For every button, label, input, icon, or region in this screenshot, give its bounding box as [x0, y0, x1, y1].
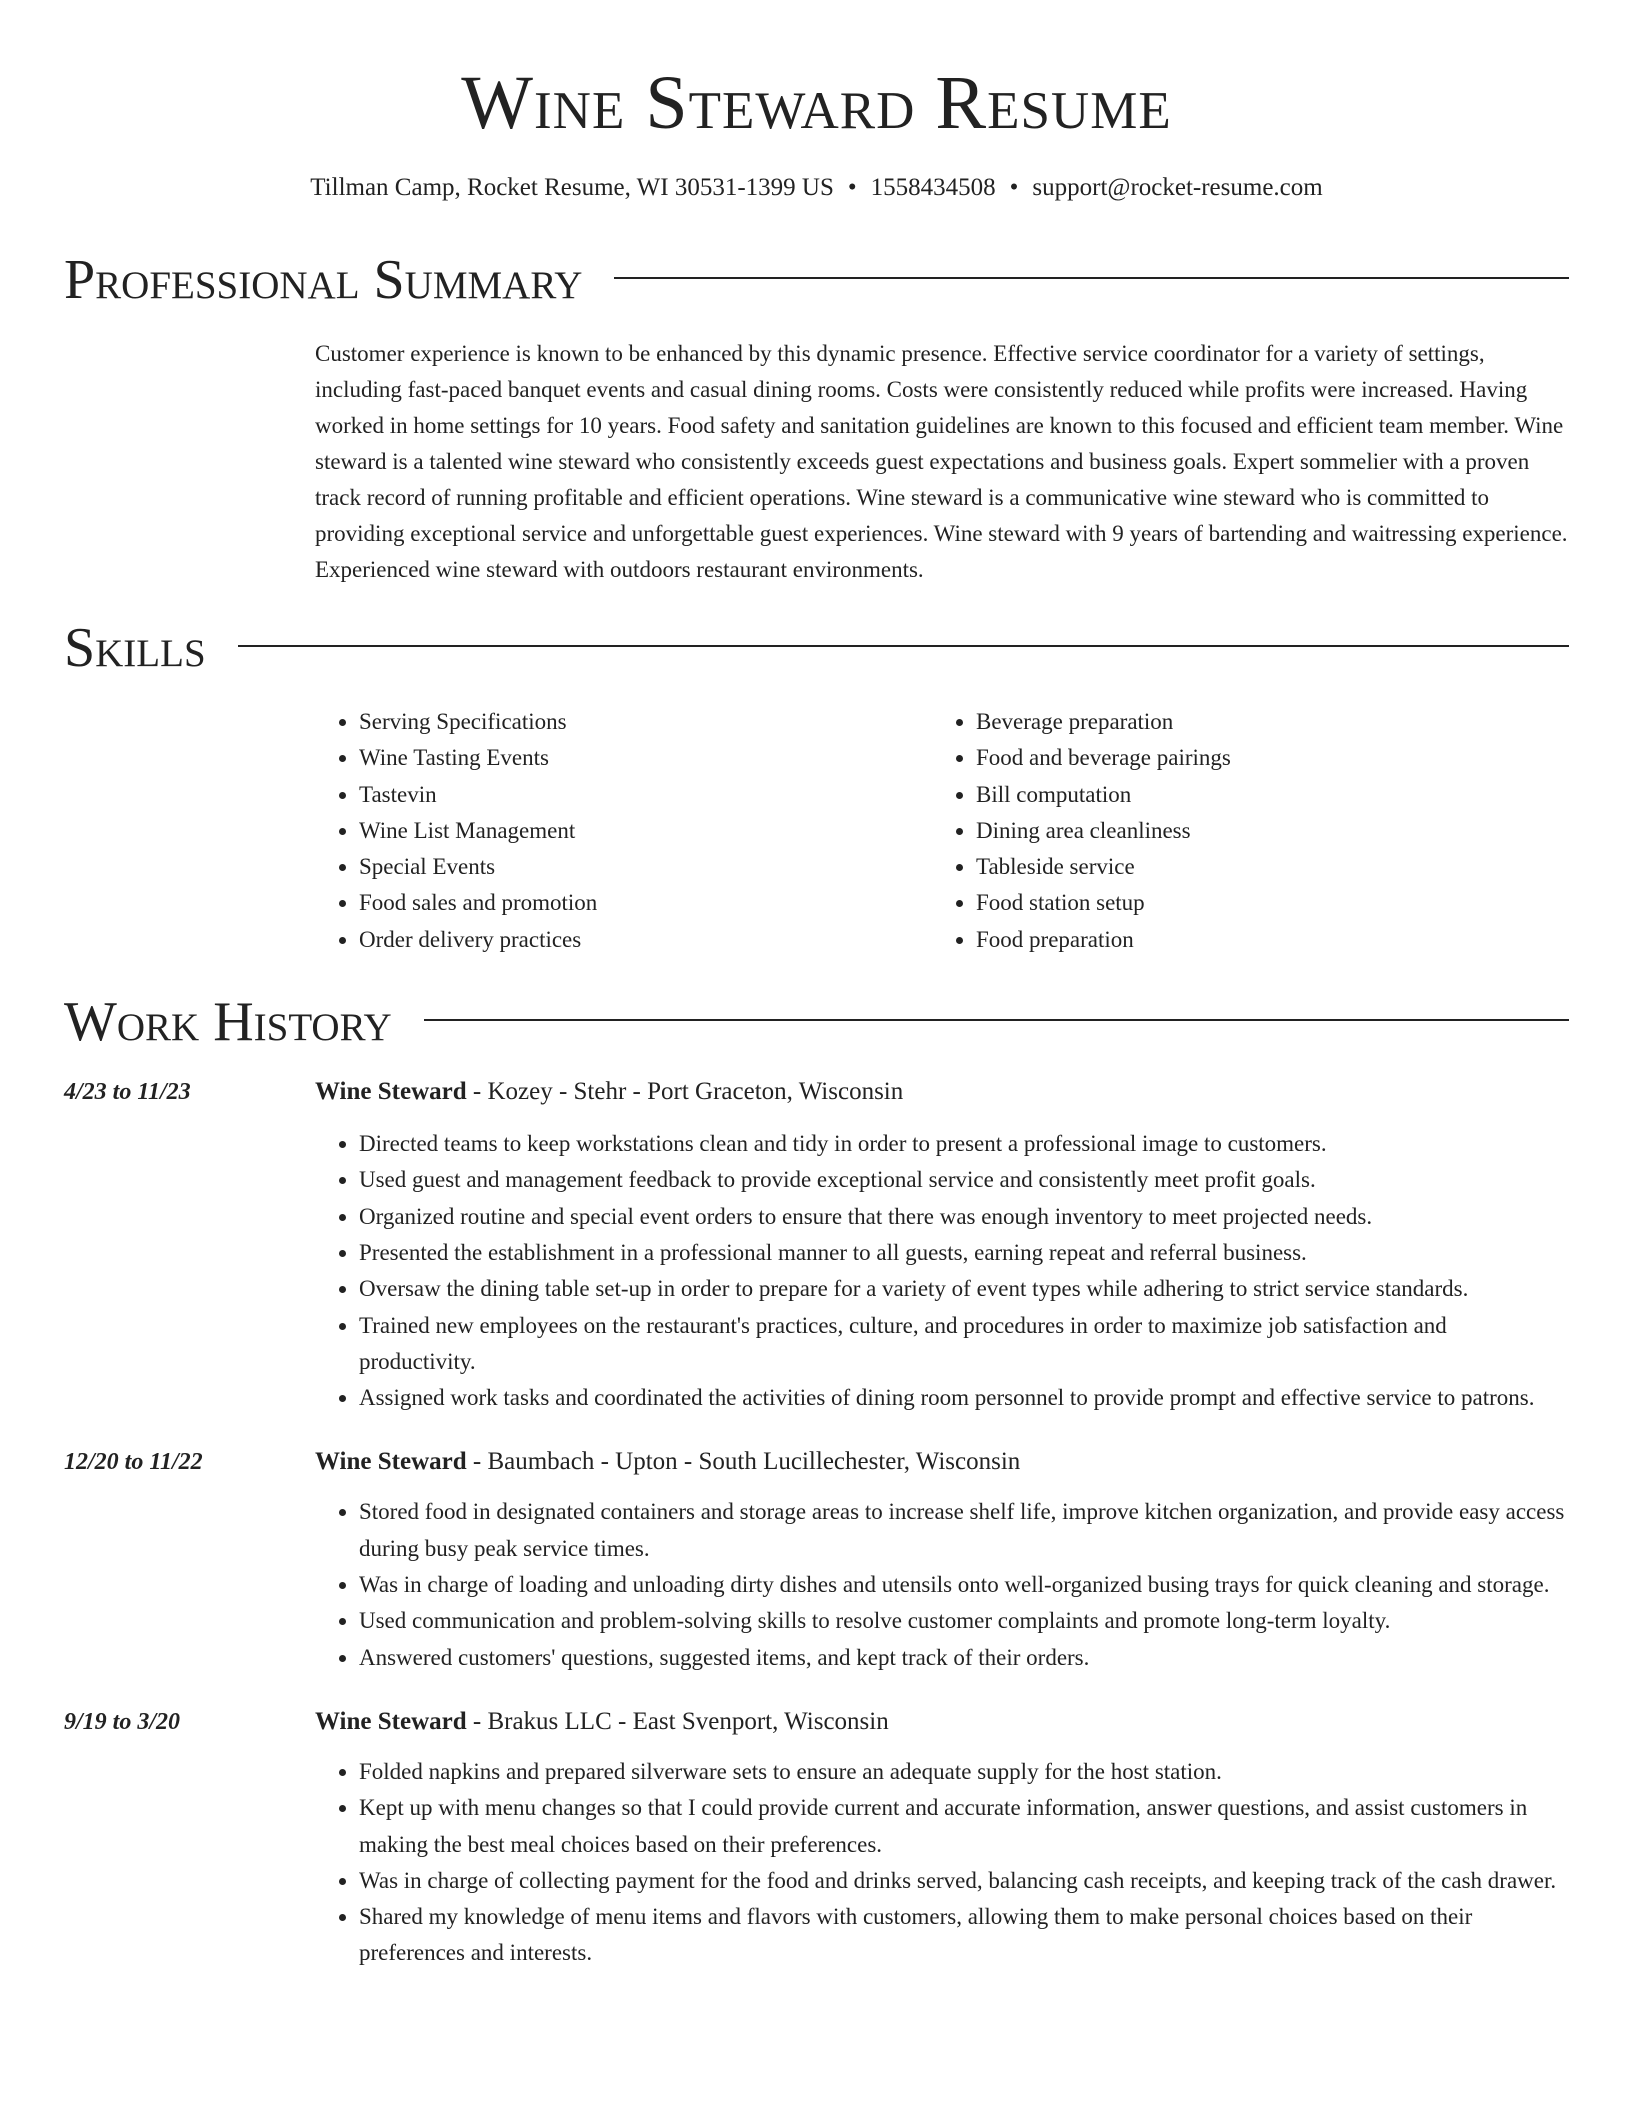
skill-item: • Food station setup — [976, 885, 1549, 921]
job-bullets — [315, 1126, 1569, 1416]
job-bullet: • Presented the establishment in a professional manner to all guests, earning repeat and referral business. — [359, 1235, 1569, 1271]
skill-item: • Tableside service — [976, 849, 1549, 885]
job-heading — [315, 1444, 1569, 1480]
job-company: - Brakus LLC - East Svenport, Wisconsin — [466, 1707, 889, 1735]
job-dates: 9/19 to 3/20 — [64, 1708, 181, 1735]
contact-email: support@rocket-resume.com — [1032, 174, 1323, 201]
contact-address: Tillman Camp, Rocket Resume, WI 30531-1399 US — [310, 174, 834, 201]
skills-column-right — [932, 704, 1549, 958]
job-dates: 4/23 to 11/23 — [64, 1079, 191, 1106]
skill-item: • Food sales and promotion — [359, 885, 932, 921]
job-bullet: • Shared my knowledge of menu items and flavors with customers, allowing them to make personal choices based on their preferences and interests. — [359, 1899, 1569, 1972]
summary-heading: Professional Summary — [64, 249, 583, 311]
section-divider — [614, 277, 1569, 279]
job-company: - Baumbach - Upton - South Lucillechester, Wisconsin — [466, 1448, 1021, 1476]
skills-column-left — [315, 704, 932, 958]
contact-line — [64, 170, 1569, 206]
job-body — [315, 1444, 1569, 1675]
section-divider — [424, 1019, 1569, 1021]
resume-page — [64, 0, 1569, 1972]
job-bullet: • Answered customers' questions, suggested items, and kept track of their orders. — [359, 1640, 1569, 1676]
job-bullet: • Kept up with menu changes so that I could provide current and accurate information, answer questions, and assist customers in making the best meal choices based on their preferences. — [359, 1790, 1569, 1863]
job-bullet: • Was in charge of collecting payment for the food and drinks served, balancing cash receipts, and keeping track of the cash drawer. — [359, 1863, 1569, 1899]
contact-separator: • — [847, 174, 857, 201]
job-entry — [64, 1074, 1569, 1416]
job-body — [315, 1074, 1569, 1416]
contact-phone: 1558434508 — [870, 174, 996, 201]
job-company: - Kozey - Stehr - Port Graceton, Wisconsin — [466, 1078, 904, 1106]
page-title: Wine Steward Resume — [461, 61, 1172, 145]
skill-item: • Dining area cleanliness — [976, 813, 1549, 849]
job-bullet: • Trained new employees on the restaurant's practices, culture, and procedures in order to maximize job satisfaction and productivity. — [359, 1308, 1569, 1381]
skill-item: • Food and beverage pairings — [976, 740, 1549, 776]
job-bullets — [315, 1754, 1569, 1972]
job-heading — [315, 1704, 1569, 1740]
job-bullet: • Was in charge of loading and unloading dirty dishes and utensils onto well-organized busing trays for quick cleaning and storage. — [359, 1567, 1569, 1603]
job-title: Wine Steward — [315, 1448, 467, 1476]
summary-text: Customer experience is known to be enhanced by this dynamic presence. Effective service coordinator for a variety of settings, including fast-paced banquet events and casual dining rooms. Costs were consistently reduced while profits were increased. Having worked in home settings for 10 years. Food safety and sanitation guidelines are known to this focused and efficient team member. Wine steward is a talented wine steward who consistently exceeds guest expectations and business goals. Expert sommelier with a proven track record of running profitable and efficient operations. Wine steward is a communicative wine steward who is committed to providing exceptional service and unforgettable guest experiences. Wine steward with 9 years of bartending and waitressing experience. Experienced wine steward with outdoors restaurant environments. — [315, 341, 1568, 582]
job-bullet: • Organized routine and special event orders to ensure that there was enough inventory to meet projected needs. — [359, 1199, 1569, 1235]
skill-item: • Tastevin — [359, 777, 932, 813]
section-divider — [238, 645, 1569, 647]
job-bullet: • Used communication and problem-solving skills to resolve customer complaints and promote long-term loyalty. — [359, 1603, 1569, 1639]
skill-item: • Wine List Management — [359, 813, 932, 849]
work-heading: Work History — [64, 991, 392, 1054]
job-bullet: • Folded napkins and prepared silverware sets to ensure an adequate supply for the host station. — [359, 1754, 1569, 1790]
job-title: Wine Steward — [315, 1078, 467, 1106]
skill-item: • Wine Tasting Events — [359, 740, 932, 776]
job-bullets — [315, 1494, 1569, 1675]
summary-section-header — [64, 250, 1569, 310]
contact-separator: • — [1009, 174, 1019, 201]
skill-item: • Special Events — [359, 849, 932, 885]
job-bullet: • Used guest and management feedback to provide exceptional service and consistently meet profit goals. — [359, 1162, 1569, 1198]
job-bullet: • Oversaw the dining table set-up in order to prepare for a variety of event types while adhering to strict service standards. — [359, 1271, 1569, 1307]
skills-section-header — [64, 618, 1569, 678]
skills-list — [315, 704, 1569, 958]
job-bullet: • Assigned work tasks and coordinated the activities of dining room personnel to provide prompt and effective service to patrons. — [359, 1380, 1569, 1416]
work-section-header — [64, 992, 1569, 1052]
job-bullet: • Stored food in designated containers and storage areas to increase shelf life, improve kitchen organization, and provide easy access during busy peak service times. — [359, 1494, 1569, 1567]
skills-heading: Skills — [64, 617, 206, 679]
job-dates: 12/20 to 11/22 — [64, 1449, 203, 1476]
job-heading — [315, 1074, 1569, 1110]
job-entry — [64, 1704, 1569, 1972]
skill-item: • Food preparation — [976, 922, 1549, 958]
skill-item: • Beverage preparation — [976, 704, 1549, 740]
skill-item: • Serving Specifications — [359, 704, 932, 740]
job-bullet: • Directed teams to keep workstations clean and tidy in order to present a professional image to customers. — [359, 1126, 1569, 1162]
job-body — [315, 1704, 1569, 1972]
skill-item: • Order delivery practices — [359, 922, 932, 958]
skill-item: • Bill computation — [976, 777, 1549, 813]
job-title: Wine Steward — [315, 1707, 467, 1735]
job-entry — [64, 1444, 1569, 1675]
